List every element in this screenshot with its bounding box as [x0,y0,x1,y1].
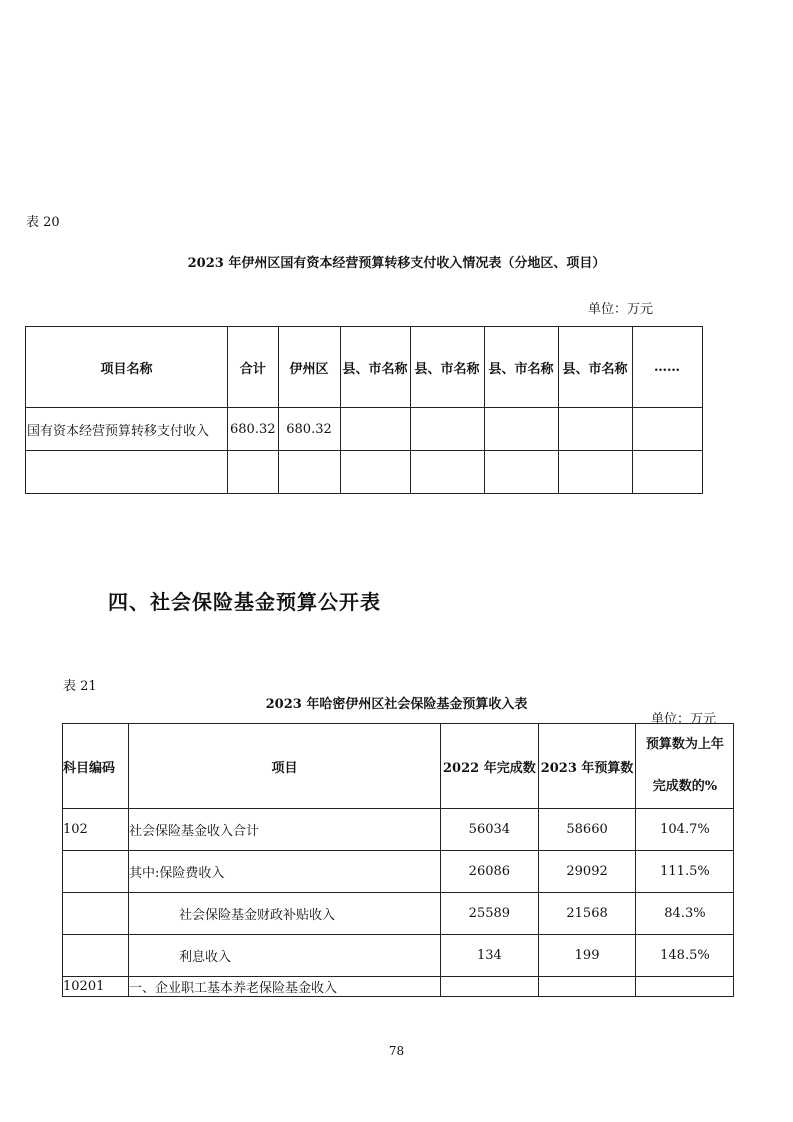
cell-item: 一、企业职工基本养老保险基金收入 [129,977,441,997]
cell-percent: 111.5% [636,851,734,893]
cell-2023: 21568 [538,893,636,935]
table-cell [484,408,558,451]
table-row [63,851,734,893]
table-20 [25,326,703,494]
cell-code [63,893,129,935]
cell-percent [636,977,734,997]
table-header-row [63,724,734,809]
cell-item: 社会保险基金收入合计 [129,809,441,851]
table-row [63,935,734,977]
header-cell: 合计 [228,327,279,408]
table-cell [228,451,279,494]
table-cell: 国有资本经营预算转移支付收入 [26,408,228,451]
cell-code: 10201 [63,977,129,997]
cell-percent: 104.7% [636,809,734,851]
table-cell [558,451,632,494]
header-cell-code: 科目编码 [63,724,129,809]
table-cell [632,408,702,451]
cell-item: 社会保险基金财政补贴收入 [129,893,441,935]
header-cell: 伊州区 [278,327,340,408]
header-cell: …… [632,327,702,408]
table-cell [410,451,484,494]
header-cell-percent [636,724,734,809]
table-cell [340,451,410,494]
header-cell-2022: 2022 年完成数 [441,724,539,809]
cell-code [63,851,129,893]
table-21 [62,723,734,997]
table-cell [558,408,632,451]
table-cell [278,451,340,494]
table-20-unit: 单位：万元 [588,302,654,317]
header-percent-line1: 预算数为上年 [645,737,724,752]
table-cell [410,408,484,451]
table-row [26,451,703,494]
section-title: 四、社会保险基金预算公开表 [108,590,381,614]
cell-2022 [441,977,539,997]
cell-item: 利息收入 [129,935,441,977]
table-row [63,893,734,935]
header-cell: 项目名称 [26,327,228,408]
cell-code [63,935,129,977]
table-cell: 680.32 [228,408,279,451]
header-cell: 县、市名称 [340,327,410,408]
table-cell: 680.32 [278,408,340,451]
cell-2022: 56034 [441,809,539,851]
table-cell [26,451,228,494]
header-cell: 县、市名称 [484,327,558,408]
header-cell-2023: 2023 年预算数 [538,724,636,809]
table-20-title: 2023 年伊州区国有资本经营预算转移支付收入情况表（分地区、项目） [187,256,606,271]
table-21-title: 2023 年哈密伊州区社会保险基金预算收入表 [265,697,528,712]
page-number: 78 [388,1044,405,1058]
cell-2023: 29092 [538,851,636,893]
table-cell [340,408,410,451]
cell-2022: 134 [441,935,539,977]
table-cell [484,451,558,494]
cell-percent: 84.3% [636,893,734,935]
header-percent-line2: 完成数的% [652,779,718,794]
table-row [63,809,734,851]
header-cell: 县、市名称 [558,327,632,408]
cell-2023: 58660 [538,809,636,851]
table-header-row [26,327,703,408]
cell-2022: 26086 [441,851,539,893]
table-row [63,977,734,997]
cell-code: 102 [63,809,129,851]
cell-item: 其中:保险费收入 [129,851,441,893]
table-21-unit: 单位：万元 [651,712,717,727]
table-20-label: 表 20 [26,215,60,230]
cell-2023: 199 [538,935,636,977]
header-cell: 县、市名称 [410,327,484,408]
cell-2023 [538,977,636,997]
header-cell-item: 项目 [129,724,441,809]
cell-percent: 148.5% [636,935,734,977]
cell-2022: 25589 [441,893,539,935]
table-cell [632,451,702,494]
table-21-label: 表 21 [63,679,97,694]
table-row [26,408,703,451]
